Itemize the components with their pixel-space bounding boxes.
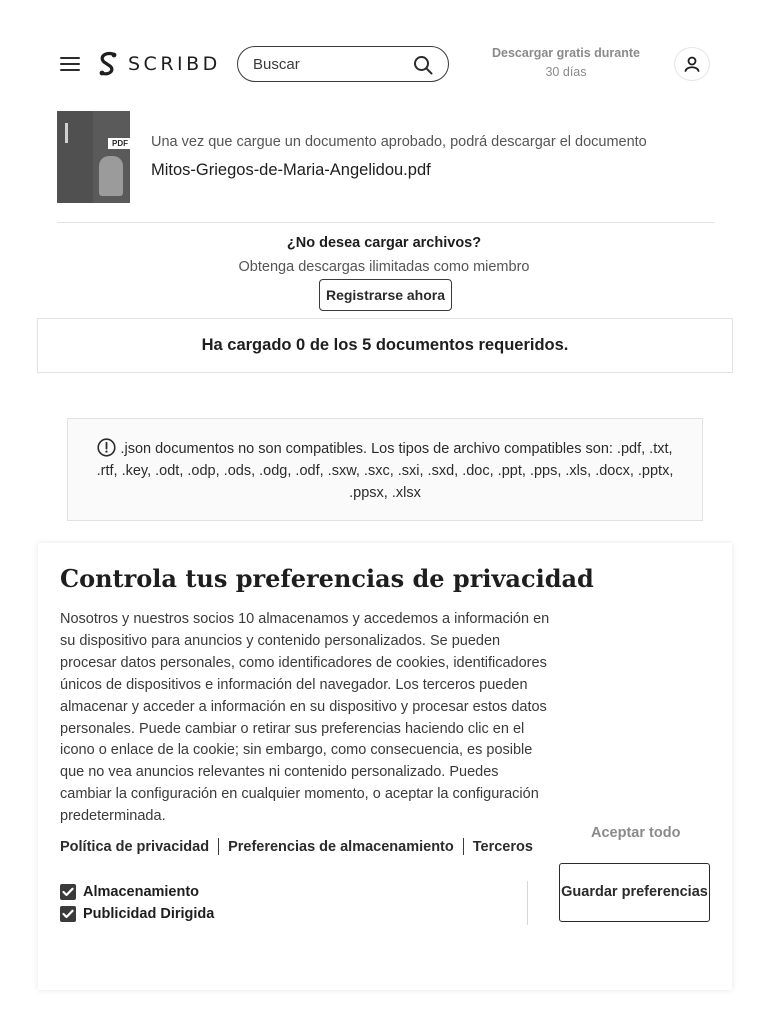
accept-all-button[interactable]: Aceptar todo (591, 825, 681, 841)
upload-progress-text: Ha cargado 0 de los 5 documentos requeridos. (201, 336, 569, 354)
third-parties-link[interactable]: Terceros (472, 838, 533, 855)
compatibility-message: .json documentos no son compatibles. Los tipos de archivo compatibles son: .pdf, .txt, .rtf, .key, .odt, .odp, .ods, .odg, .odf, .sxw, .sxc, .sxi, .sxd, .doc, .ppt, .pps, .xls, .docx, .pptx, .ppsx, .xlsx (96, 441, 674, 501)
account-button[interactable] (674, 47, 710, 81)
search-input[interactable] (253, 56, 403, 73)
upload-note: Una vez que cargue un documento aprobado, podrá descargar el documento (151, 134, 647, 150)
checkbox-label: Almacenamiento (83, 884, 200, 900)
vertical-divider (527, 881, 528, 925)
privacy-panel (38, 543, 732, 990)
no-upload-title: ¿No desea cargar archivos? (286, 235, 482, 251)
document-thumbnail (57, 111, 130, 203)
storage-preferences-link[interactable]: Preferencias de almacenamiento (228, 838, 454, 855)
checkbox-label: Publicidad Dirigida (83, 906, 215, 922)
save-preferences-button[interactable]: Guardar preferencias (559, 863, 710, 922)
user-icon (683, 55, 701, 73)
checkbox-checked-icon[interactable] (60, 906, 76, 922)
privacy-title: Controla tus preferencias de privacidad (60, 564, 594, 593)
scribd-logo[interactable] (97, 50, 221, 78)
top-header (0, 0, 768, 110)
register-button[interactable]: Registrarse ahora (319, 279, 452, 311)
scribd-logo-icon (97, 51, 119, 77)
logo-text: SCRIBD (128, 53, 221, 75)
pdf-tag: PDF (108, 138, 130, 149)
menu-icon[interactable] (60, 57, 80, 71)
file-name: Mitos-Griegos-de-Maria-Angelidou.pdf (151, 161, 431, 179)
search-box[interactable] (237, 46, 449, 82)
checkbox-targeted-ads[interactable] (60, 906, 214, 922)
link-separator (218, 838, 219, 855)
compatibility-warning (67, 418, 703, 521)
privacy-body: Nosotros y nuestros socios 10 almacenamos y accedemos a información en su dispositivo para anuncios y contenido personalizados. Se pueden procesar datos personales, como identificadores de cookies, identificadores únicos de dispositivos e información del navegador. Los terceros pueden almacenar y acceder a información en su dispositivo y procesar estos datos personales. Puede cambiar o retirar sus preferencias haciendo clic en el icono o enlace de la cookie; sin embargo, como consecuencia, es posible que no vea anuncios relevantes ni contenido personalizado. Puedes cambiar la configuración en cualquier momento, o aceptar la configuración predeterminada. (60, 611, 550, 825)
alert-circle-icon (97, 438, 116, 457)
privacy-policy-link[interactable]: Política de privacidad (60, 838, 210, 855)
promo-line-2: 30 días (545, 65, 587, 79)
privacy-links (60, 838, 533, 855)
checkbox-storage[interactable] (60, 884, 199, 900)
upload-progress-box (37, 318, 733, 373)
link-separator (463, 838, 464, 855)
no-upload-subtitle: Obtenga descargas ilimitadas como miembro (238, 259, 530, 275)
promo-line-1: Descargar gratis durante (492, 46, 640, 60)
free-trial-promo[interactable] (488, 44, 644, 82)
checkbox-checked-icon[interactable] (60, 884, 76, 900)
divider (57, 222, 714, 223)
search-icon[interactable] (413, 55, 433, 75)
